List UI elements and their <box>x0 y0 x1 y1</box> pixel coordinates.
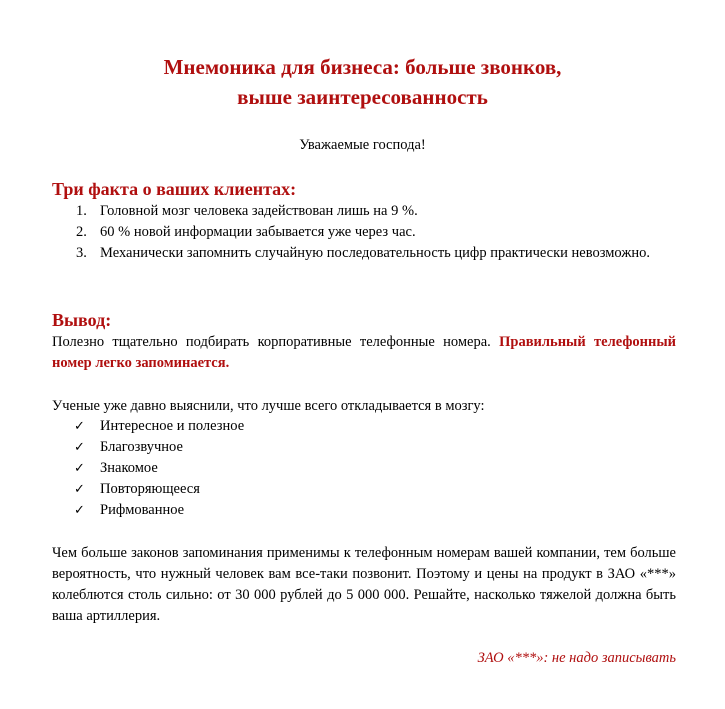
document-title <box>0 52 725 112</box>
title-line-1: Мнемоника для бизнеса: больше звонков, <box>163 55 562 79</box>
list-item-text: Благозвучное <box>100 439 183 455</box>
signature: ЗАО «***»: не надо записывать <box>477 650 676 666</box>
memory-intro: Ученые уже давно выяснили, что лучше всего откладывается в мозгу: <box>52 398 485 414</box>
list-item <box>52 201 676 222</box>
list-number: 2. <box>76 224 87 240</box>
conclusion-paragraph <box>52 332 676 374</box>
conclusion-heading: Вывод: <box>52 310 112 330</box>
checkmark-icon: ✓ <box>74 503 85 518</box>
checkmark-icon: ✓ <box>74 461 85 476</box>
memory-list <box>52 416 676 521</box>
list-item-text: Интересное и полезное <box>100 418 245 434</box>
list-number: 3. <box>76 245 87 261</box>
checkmark-icon: ✓ <box>74 440 85 455</box>
list-item <box>52 500 676 521</box>
list-item-text: 60 % новой информации забывается уже через час. <box>100 224 416 240</box>
list-item-text: Знакомое <box>100 460 158 476</box>
checkmark-icon: ✓ <box>74 482 85 497</box>
list-item <box>52 222 676 243</box>
greeting: Уважаемые господа! <box>299 137 426 153</box>
list-item <box>52 437 676 458</box>
list-item-text: Головной мозг человека задействован лишь на 9 %. <box>100 203 418 219</box>
facts-heading: Три факта о ваших клиентах: <box>52 179 297 199</box>
list-item <box>52 243 676 264</box>
list-item <box>52 479 676 500</box>
list-item <box>52 458 676 479</box>
checkmark-icon: ✓ <box>74 419 85 434</box>
list-item-text: Рифмованное <box>100 502 185 518</box>
conclusion-text: Полезно тщательно подбирать корпоративные телефонные номера. <box>52 334 500 350</box>
conclusion-emphasis: Правильный телефонный номер легко запоминается. <box>52 334 676 371</box>
facts-list <box>52 201 676 264</box>
list-number: 1. <box>76 203 87 219</box>
title-line-2: выше заинтересованность <box>237 85 488 109</box>
list-item-text: Механически запомнить случайную последовательность цифр практически невозможно. <box>100 245 650 261</box>
closing-paragraph: Чем больше законов запоминания применимы к телефонным номерам вашей компании, тем больше вероятность, что нужный человек вам все-таки позвонит. Поэтому и цены на продукт в ЗАО «***» колеблются столь сильно: от 30 000 рублей до 5 000 000. Решайте, насколько тяжелой должна быть ваша артиллерия. <box>52 545 676 624</box>
list-item <box>52 416 676 437</box>
list-item-text: Повторяющееся <box>100 481 200 497</box>
